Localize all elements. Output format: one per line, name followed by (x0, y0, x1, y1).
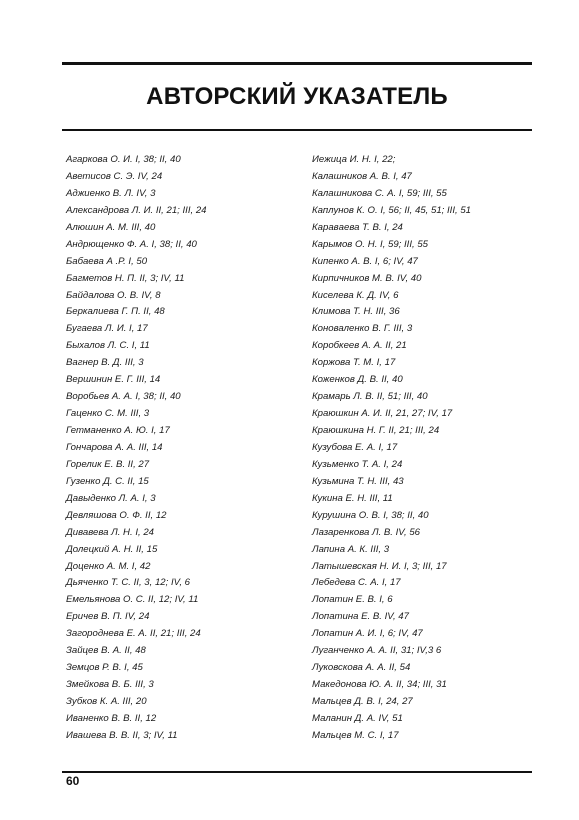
index-entry: Лопатина Е. В. IV, 47 (312, 611, 409, 623)
index-entry: Калашникова С. А. I, 59; III, 55 (312, 187, 447, 199)
index-entry: Бабаева А .Р. I, 50 (66, 255, 148, 267)
index-entry: Быхалов Л. С. I, 11 (66, 340, 150, 352)
index-entry: Мальцев М. С. I, 17 (312, 729, 399, 741)
index-entry: Лопатин А. И. I, 6; IV, 47 (312, 628, 423, 640)
index-entry: Калашников А. В. I, 47 (312, 170, 412, 182)
index-entry: Аветисов С. Э. IV, 24 (66, 170, 163, 182)
author-index-right-column (312, 152, 542, 745)
index-entry: Давыденко Л. А. I, 3 (66, 492, 156, 504)
index-entry: Алюшин А. М. III, 40 (66, 221, 156, 233)
index-entry: Багметов Н. П. II, 3; IV, 11 (66, 272, 185, 284)
page-number: 60 (66, 774, 80, 788)
index-entry: Крамарь Л. В. II, 51; III, 40 (312, 391, 428, 403)
index-entry: Климова Т. Н. III, 36 (312, 306, 400, 318)
index-entry: Гузенко Д. С. II, 15 (66, 475, 149, 487)
footer-rule (62, 771, 532, 773)
index-entry: Гетманенко А. Ю. I, 17 (66, 425, 170, 436)
index-entry: Коржова Т. М. I, 17 (312, 357, 396, 369)
index-entry: Курушина О. В. I, 38; II, 40 (312, 509, 429, 521)
index-entry: Лебедева С. А. I, 17 (312, 577, 401, 589)
index-entry: Луганченко А. А. II, 31; IV,3 6 (312, 645, 442, 657)
index-entry: Каравaева Т. В. I, 24 (312, 221, 403, 233)
index-entry: Ивашева В. В. II, 3; IV, 11 (66, 729, 178, 741)
index-entry: Александрова Л. И. II, 21; III, 24 (66, 204, 207, 216)
index-entry: Воробьев А. А. I, 38; II, 40 (66, 391, 181, 403)
index-entry: Вершинин Е. Г. III, 14 (66, 374, 161, 386)
index-entry: Мальцев Д. В. I, 24, 27 (312, 696, 413, 707)
index-entry: Еричев В. П. IV, 24 (66, 611, 150, 623)
author-index-left-column (66, 152, 296, 745)
index-entry: Кузьмина Т. Н. III, 43 (312, 475, 404, 487)
index-entry: Кузьменко Т. А. I, 24 (312, 458, 403, 470)
index-entry: Луковскова А. А. II, 54 (312, 662, 411, 674)
index-entry: Андрющенко Ф. А. I, 38; II, 40 (66, 238, 197, 250)
index-entry: Лапина А. К. III, 3 (312, 543, 390, 555)
index-entry: Доценко А. М. I, 42 (66, 560, 151, 572)
header-bottom-rule (62, 129, 532, 131)
index-entry: Иежица И. Н. I, 22; (312, 154, 396, 165)
index-entry: Каплунов К. О. I, 56; II, 45, 51; III, 51 (312, 204, 471, 216)
index-entry: Девляшова О. Ф. II, 12 (66, 509, 167, 521)
index-entry: Зубков К. А. III, 20 (66, 696, 147, 707)
index-entry: Дивавева Л. Н. I, 24 (66, 526, 154, 538)
index-entry: Байдалова О. В. IV, 8 (66, 289, 161, 301)
index-entry: Латышевская Н. И. I, 3; III, 17 (312, 560, 447, 572)
index-entry: Коробкеев А. А. II, 21 (312, 340, 407, 352)
index-entry: Вагнер В. Д. III, 3 (66, 357, 144, 369)
index-entry: Емельянова О. С. II, 12; IV, 11 (66, 594, 199, 606)
index-entry: Иваненко В. В. II, 12 (66, 712, 157, 724)
index-entry: Лазаренкова Л. В. IV, 56 (312, 526, 420, 538)
index-entry: Киселева К. Д. IV, 6 (312, 289, 399, 301)
index-entry: Гончарова А. А. III, 14 (66, 441, 163, 453)
index-entry: Краюшкин А. И. II, 21, 27; IV, 17 (312, 408, 453, 420)
index-entry: Македонова Ю. А. II, 34; III, 31 (312, 679, 447, 691)
index-entry: Кирпичников М. В. IV, 40 (312, 272, 422, 284)
index-entry: Агаркова О. И. I, 38; II, 40 (66, 154, 181, 165)
index-entry: Кукина Е. Н. III, 11 (312, 492, 393, 504)
index-entry: Карымов О. Н. I, 59; III, 55 (312, 238, 429, 250)
index-entry: Зайцев В. А. II, 48 (66, 645, 146, 657)
index-entry: Кузубова Е. А. I, 17 (312, 441, 398, 453)
index-entry: Коноваленко В. Г. III, 3 (312, 323, 413, 335)
index-entry: Гаценко С. М. III, 3 (66, 408, 150, 420)
index-entry: Аджиенко В. Л. IV, 3 (66, 187, 156, 199)
index-entry: Горелик Е. В. II, 27 (66, 458, 150, 470)
index-entry: Бугаева Л. И. I, 17 (66, 323, 148, 335)
page-title: АВТОРСКИЙ УКАЗАТЕЛЬ (146, 83, 448, 110)
index-entry: Долецкий А. Н. II, 15 (66, 543, 158, 555)
index-entry: Коженков Д. В. II, 40 (312, 374, 403, 386)
index-entry: Маланин Д. А. IV, 51 (312, 712, 403, 724)
index-entry: Змейкова В. Б. III, 3 (66, 679, 154, 691)
index-entry: Земцов Р. В. I, 45 (66, 662, 143, 674)
index-entry: Загороднева Е. А. II, 21; III, 24 (66, 628, 201, 640)
index-entry: Дьяченко Т. С. II, 3, 12; IV, 6 (66, 577, 190, 589)
index-entry: Кипенко А. В. I, 6; IV, 47 (312, 255, 418, 267)
index-entry: Лопатин Е. В. I, 6 (312, 594, 393, 606)
index-entry: Краюшкина Н. Г. II, 21; III, 24 (312, 425, 440, 436)
index-entry: Беркалиева Г. П. II, 48 (66, 306, 165, 318)
